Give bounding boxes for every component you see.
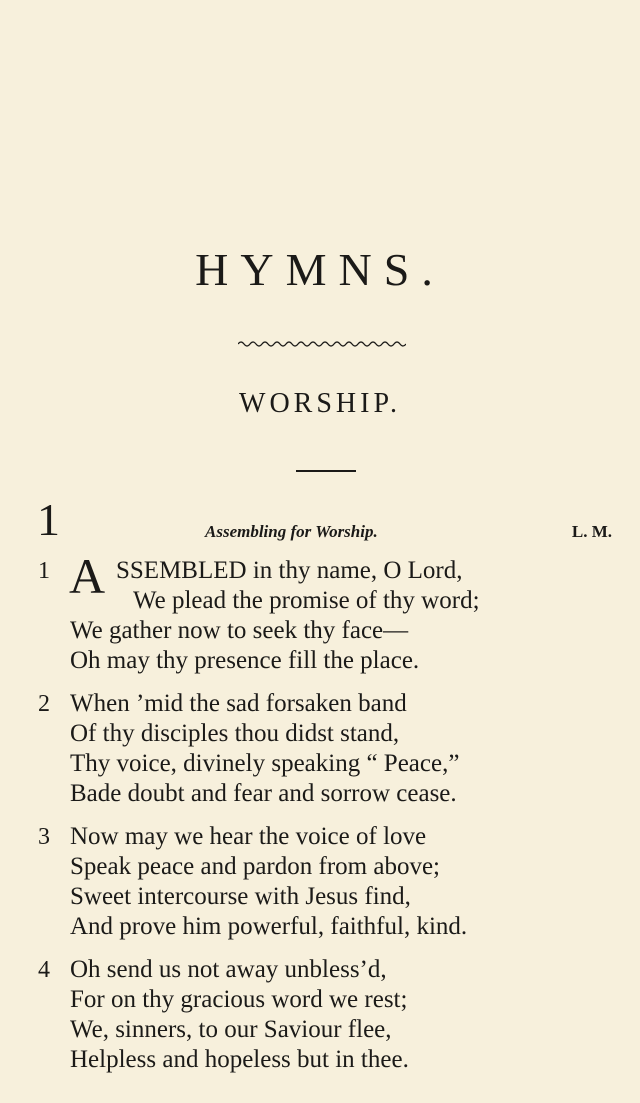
- hymn-meter: L. M.: [571, 522, 612, 541]
- stanza-line: Helpless and hopeless but in thee.: [70, 1046, 409, 1073]
- stanza-line: When ’mid the sad forsaken band: [70, 690, 407, 717]
- stanza-line: Oh send us not away unbless’d,: [70, 956, 387, 983]
- stanza-line: And prove him powerful, faithful, kind.: [70, 913, 468, 940]
- stanza-line: Now may we hear the voice of love: [70, 823, 427, 850]
- hymn-heading: Assembling for Worship.: [205, 522, 378, 541]
- stanza-line: For on thy gracious word we rest;: [70, 986, 408, 1013]
- stanza-line: Of thy disciples thou didst stand,: [70, 720, 400, 747]
- stanza-line: Oh may thy presence fill the place.: [70, 647, 420, 674]
- stanza-number: 2: [38, 691, 50, 717]
- divider-rule: [296, 470, 356, 472]
- section-title: WORSHIP.: [239, 388, 401, 419]
- hymn-number: 1: [37, 494, 60, 545]
- ornamental-wavy-rule: [238, 337, 406, 351]
- stanza-line: SSEMBLED in thy name, O Lord,: [116, 557, 463, 584]
- stanza-line: We plead the promise of thy word;: [133, 587, 480, 614]
- stanza-line: We, sinners, to our Saviour flee,: [70, 1016, 392, 1043]
- stanza-line: Sweet intercourse with Jesus find,: [70, 883, 411, 910]
- stanza-line: We gather now to seek thy face—: [70, 617, 409, 644]
- stanza-number: 3: [38, 824, 50, 850]
- page-title: HYMNS.: [195, 244, 445, 295]
- stanza-number: 4: [38, 957, 50, 983]
- stanza-line: Thy voice, divinely speaking “ Peace,”: [70, 750, 460, 777]
- stanza-line: Speak peace and pardon from above;: [70, 853, 440, 880]
- drop-cap: A: [69, 548, 106, 604]
- stanza-line: Bade doubt and fear and sorrow cease.: [70, 780, 457, 807]
- stanza-number: 1: [38, 558, 50, 584]
